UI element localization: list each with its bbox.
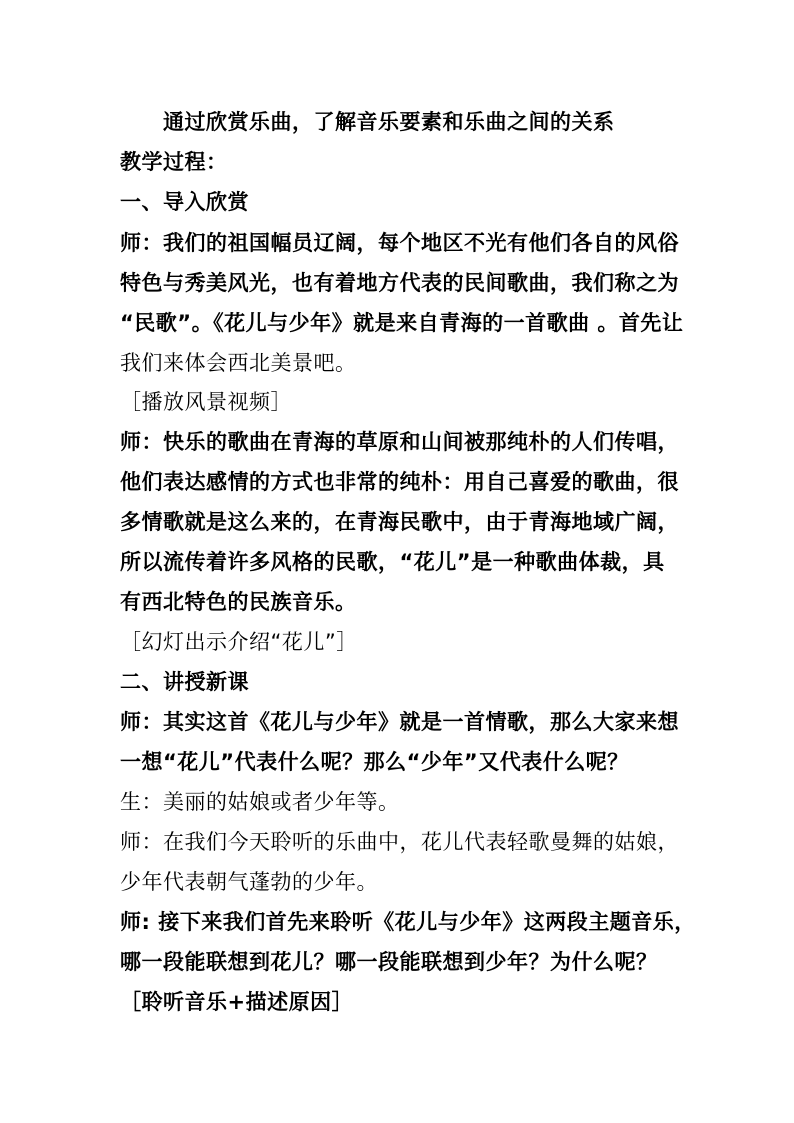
paragraph-line: 师: 接下来我们首先来聆听《花儿与少年》这两段主题音乐， [120, 910, 696, 934]
paragraph-line: 师：我们的祖国幅员辽阔，每个地区不光有他们各自的风俗 [120, 231, 679, 255]
paragraph-line: 少年代表朝气蓬勃的少年。 [120, 870, 378, 894]
paragraph-line: 特色与秀美风光，也有着地方代表的民间歌曲，我们称之为 [120, 271, 679, 295]
note-play-video: ［播放风景视频］ [120, 390, 292, 414]
paragraph-line: 所以流传着许多风格的民歌，“花儿”是一种歌曲体裁，具 [120, 550, 665, 574]
paragraph-line: “民歌”。《花儿与少年》就是来自青海的一首歌曲 。首先让 [120, 311, 684, 335]
paragraph-line: 他们表达感情的方式也非常的纯朴：用自己喜爱的歌曲，很 [120, 470, 679, 494]
section1-heading: 一、导入欣赏 [120, 190, 249, 214]
paragraph-line: 多情歌就是这么来的，在青海民歌中，由于青海地域广阔， [120, 510, 679, 534]
student-answer: 生：美丽的姑娘或者少年等。 [120, 790, 400, 814]
objective-text: 通过欣赏乐曲，了解音乐要素和乐曲之间的关系 [163, 110, 615, 134]
paragraph-line: 我们来体会西北美景吧。 [120, 351, 357, 375]
paragraph-line: 有西北特色的民族音乐。 [120, 590, 357, 614]
note-listen-music: ［聆听音乐+描述原因］ [120, 990, 354, 1014]
paragraph-line: 一想“花儿”代表什么呢？那么“少年”又代表什么呢？ [120, 750, 629, 774]
process-heading: 教学过程： [120, 150, 228, 174]
section2-heading: 二、讲授新课 [120, 670, 249, 694]
paragraph-line: 师：快乐的歌曲在青海的草原和山间被那纯朴的人们传唱， [120, 430, 679, 454]
paragraph-line: 哪一段能联想到花儿？哪一段能联想到少年？为什么呢？ [120, 950, 658, 974]
note-slide-intro: ［幻灯出示介绍“花儿”］ [120, 630, 358, 654]
paragraph-line: 师：其实这首《花儿与少年》就是一首情歌，那么大家来想 [120, 710, 679, 734]
paragraph-line: 师：在我们今天聆听的乐曲中，花儿代表轻歌曼舞的姑娘， [120, 830, 679, 854]
